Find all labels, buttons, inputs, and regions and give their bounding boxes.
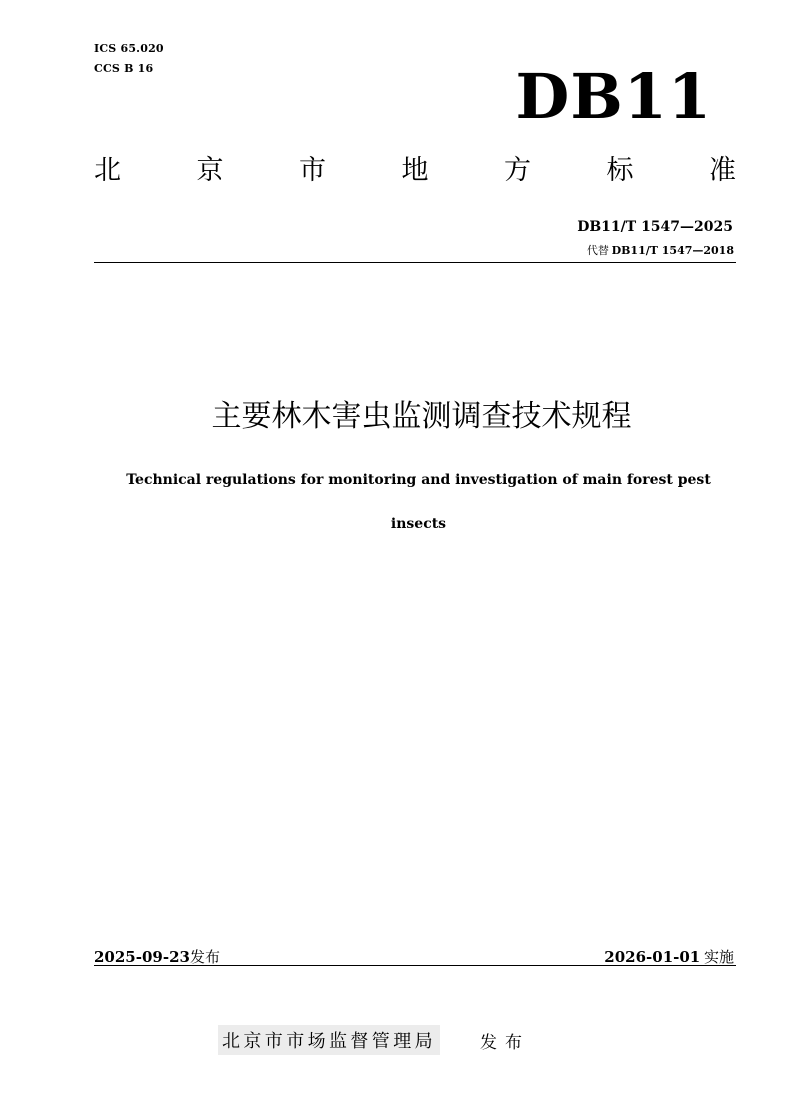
standard-type-char: 京	[196, 155, 224, 186]
standard-type-char: 方	[504, 155, 531, 186]
standard-type-char: 地	[401, 155, 429, 186]
header-divider	[94, 262, 736, 263]
standard-number: DB11/T 1547—2025	[577, 219, 733, 235]
document-title-english: Technical regulations for monitoring and investigation of main forest pest insects	[126, 472, 711, 532]
standard-type-char: 标	[606, 155, 634, 186]
ics-code: ICS 65.020	[94, 42, 164, 55]
footer-divider	[94, 965, 736, 966]
replaced-standard-number: DB11/T 1547—2018	[611, 244, 734, 257]
standard-type	[94, 157, 736, 184]
standard-mark: DB11	[515, 60, 712, 133]
issuing-authority	[218, 1025, 530, 1055]
standard-type-char: 准	[709, 155, 736, 186]
publish-date-value: 2025-09-23	[94, 948, 190, 966]
implement-date	[604, 946, 734, 967]
document-title: 主要林木害虫监测调查技术规程	[211, 399, 632, 434]
publish-date	[94, 946, 220, 967]
replaces-label: 代替	[586, 244, 609, 257]
implement-date-value: 2026-01-01	[604, 948, 701, 966]
replaces-note	[587, 242, 734, 258]
implement-label: 实施	[703, 948, 734, 966]
publish-label: 发布	[189, 948, 220, 966]
standard-type-char: 市	[299, 155, 326, 186]
standard-type-char: 北	[94, 155, 121, 186]
ccs-code: CCS B 16	[94, 62, 154, 75]
authority-name: 北京市市场监督管理局	[218, 1025, 440, 1055]
authority-action: 发布	[480, 1032, 530, 1053]
